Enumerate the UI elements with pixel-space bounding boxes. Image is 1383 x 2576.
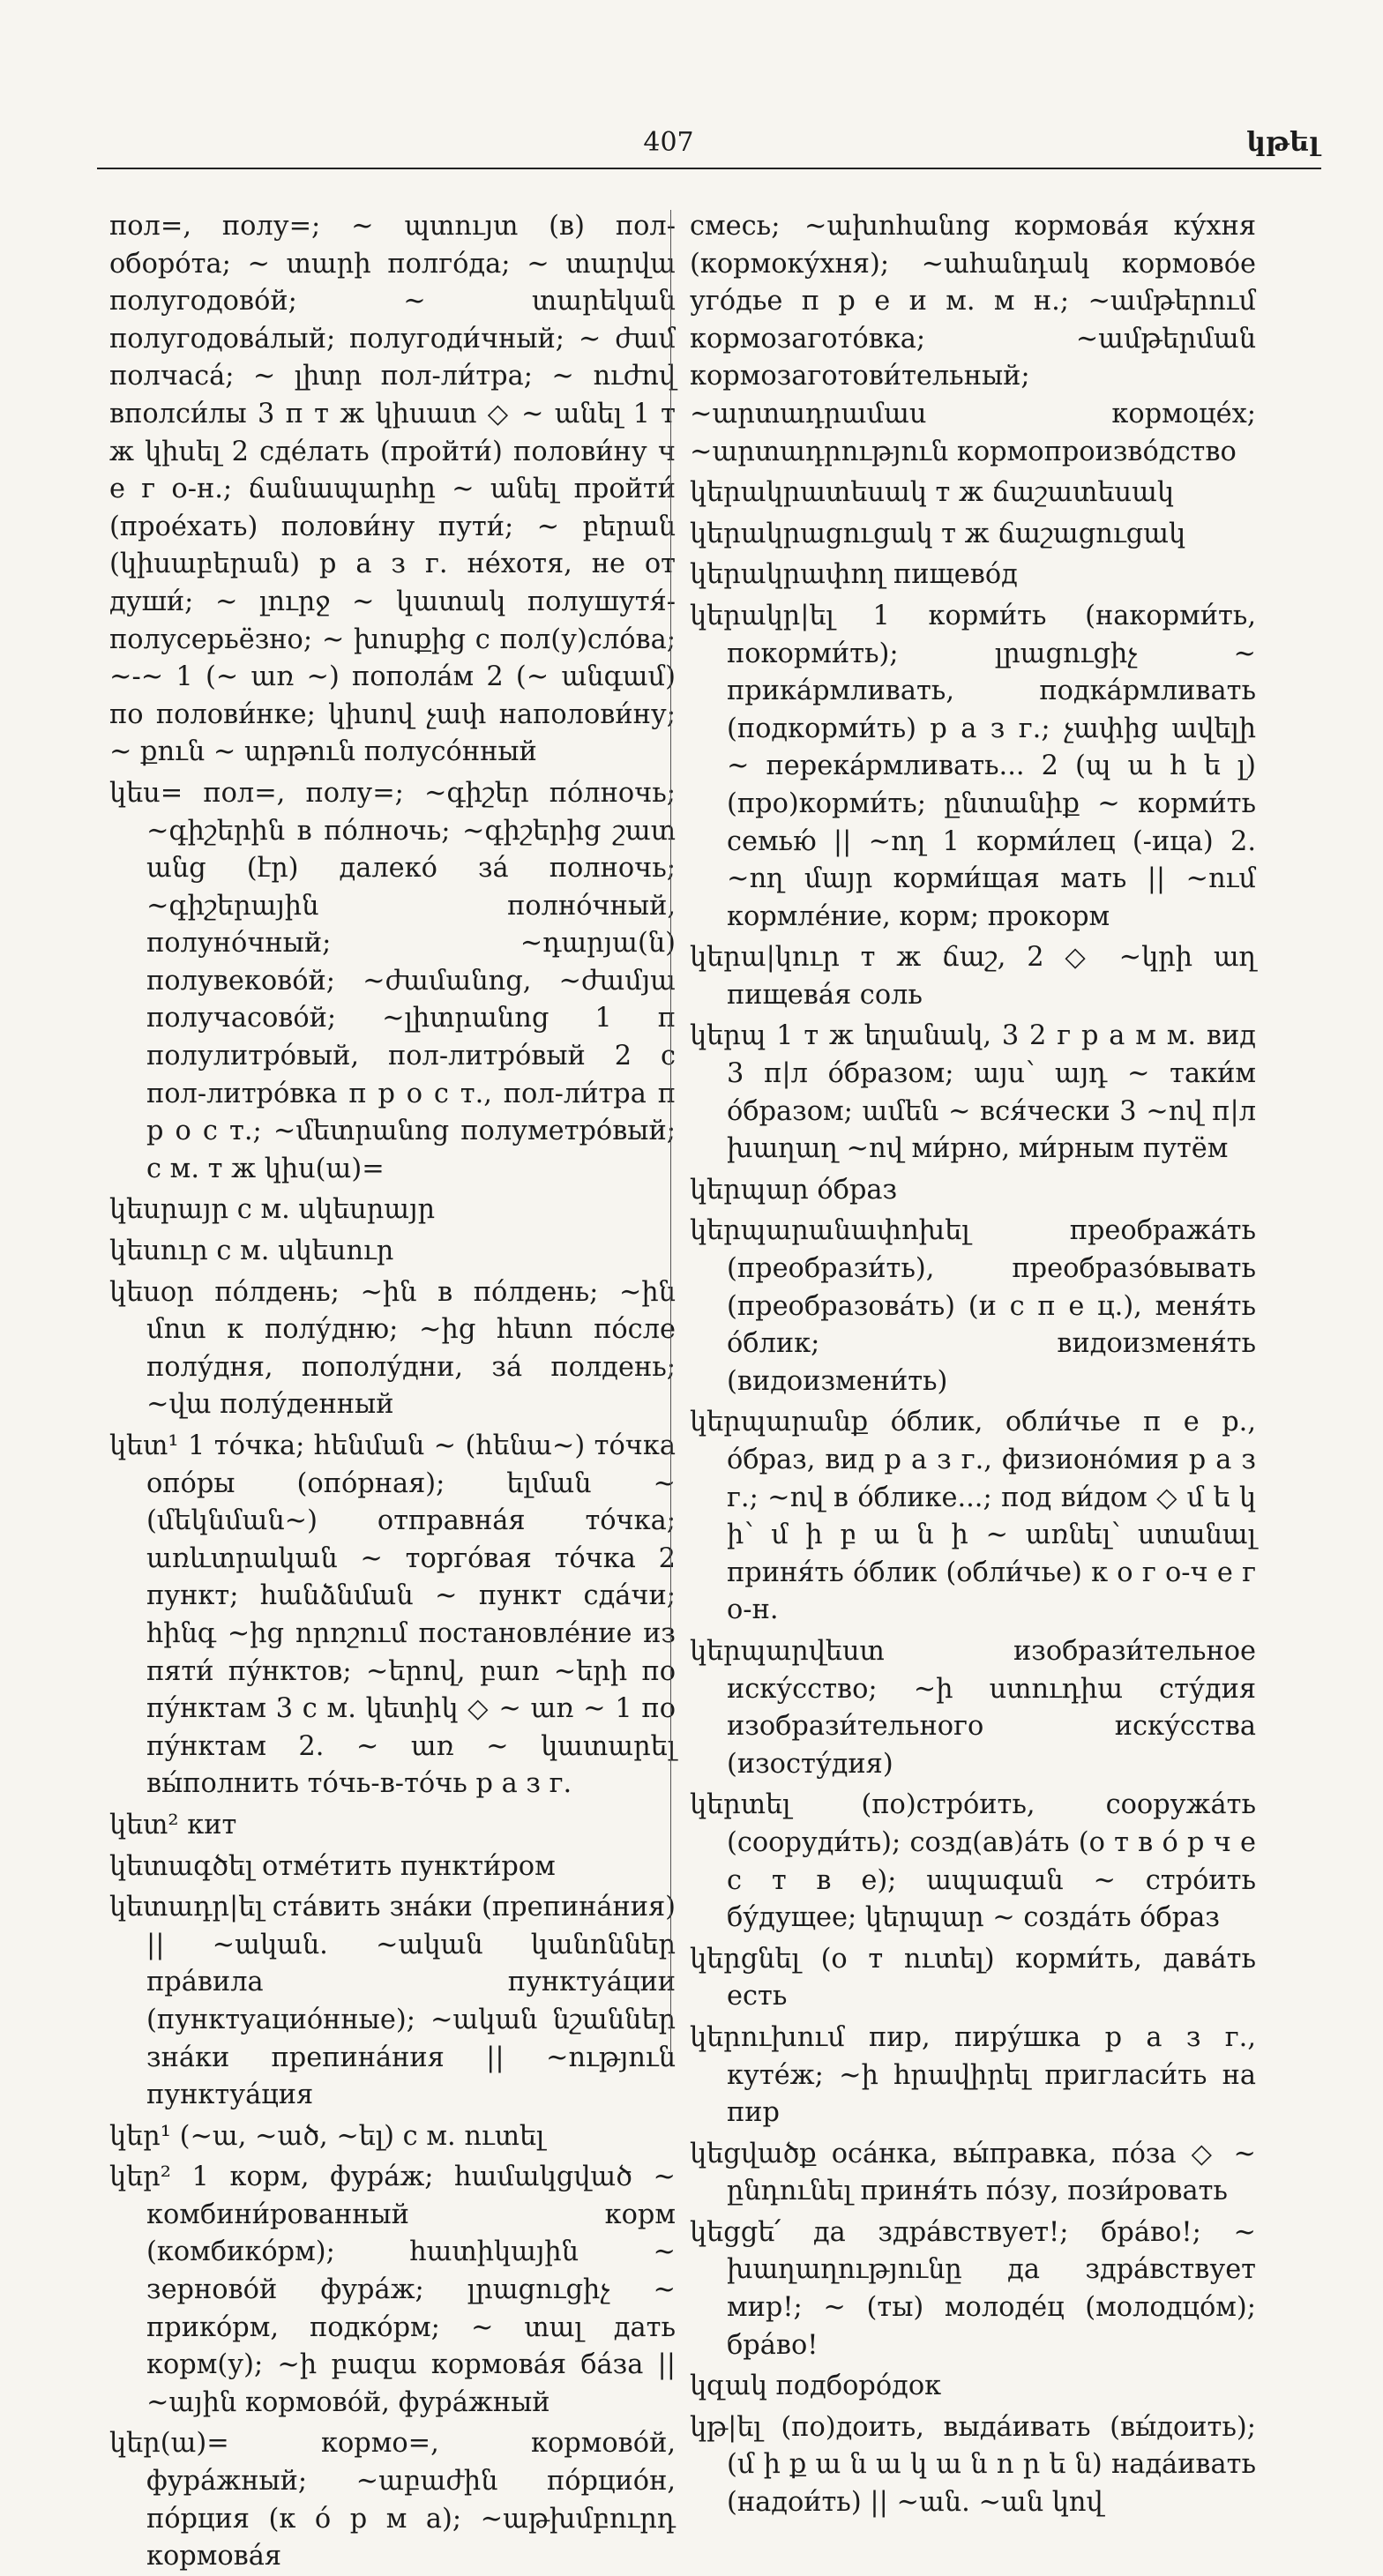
- dictionary-entry: կետադր|ել ста́вить зна́ки (препина́ния) || ~ական. ~ական կանոններ пра́вила пунктуа́ции (пунктуацио́нные); ~ական նշաններ зна́ки препина́ния || ~ություն пунктуа́ция: [109, 1892, 676, 2111]
- column-divider: [670, 210, 671, 2053]
- dictionary-entry: կերպարանք о́блик, обли́чье п е р., о́браз, вид р а з г., физионо́мия р а з г.; ~ով в о́блике...; под ви́дом ◇ մ ե կ ի՝ մ ի բ ա ն ի ~ առնել՝ ստանալ приня́ть о́блик (обли́чье) к о г о-ч е г о-н.: [690, 1407, 1256, 1626]
- dictionary-entry: կեսրայր с м. սկեսրայր: [109, 1194, 436, 1226]
- dictionary-entry: կետ¹ 1 то́чка; հենման ~ (հենա~) то́чка опо́ры (опо́рная); ելման ~ (մեկնման~) отправна́я то́чка; առևտրական ~ торго́вая то́чка 2 пункт; հանձնման ~ пункт сда́чи; հինգ ~ից որոշում постановле́ние из пяти́ пу́нктов; ~երով, բառ ~երի по пу́нктам 3 с м. կետիկ ◇ ~ առ ~ 1 по пу́нктам 2. ~ առ ~ կատարել вы́полнить то́чь-в-то́чь р а з г.: [109, 1430, 676, 1800]
- dictionary-entry: կերպարանափոխել преобража́ть (преобрази́ть), преобразо́вывать (преобразова́ть) (и с п е ц.), меня́ть о́блик; видоизменя́ть (видоизмени́ть): [690, 1215, 1256, 1397]
- dictionary-entry: пол=, полу=; ~ պտույտ (в) пол-оборо́та; ~ տարի полго́да; ~ տարվա полугодово́й; ~ տարեկան полугодова́лый; полугоди́чный; ~ ժամ полчаса́; ~ լիտր пол-ли́тра; ~ ուժով вполси́лы 3 п т ж կիսատ ◇ ~ անել 1 т ж կիսել 2 сде́лать (пройти́) полови́ну ч е г о-н.; ճանապարհը ~ անել пройти́ (прое́хать) полови́ну пути́; ~ բերան (կիսաբերան) р а з г. не́хотя, не от души́; ~ լուրջ ~ կատակ полушутя́-полусерьёзно; ~ խոսքից с пол(у)сло́ва; ~-~ 1 (~ առ ~) попола́м 2 (~ անգամ) по полови́нке; կիսով չափ наполови́ну; ~ քուն ~ արթուն полусо́нный: [109, 211, 676, 768]
- page-number: 407: [643, 127, 694, 158]
- dictionary-entry: կերակրափող пищево́д: [690, 559, 1018, 591]
- dictionary-entry: կերպարվեստ изобрази́тельное иску́сство; ~ի ստուդիա сту́дия изобрази́тельного иску́сства (изосту́дия): [690, 1635, 1256, 1780]
- dictionary-entry: կեցվածք оса́нка, вы́правка, по́за ◇ ~ ընդունել приня́ть по́зу, пози́ровать: [690, 2138, 1256, 2207]
- dictionary-entry: կեր¹ (~ա, ~ած, ~ել) с м. ուտել: [109, 2120, 545, 2152]
- dictionary-entry: կեցցե՛ да здра́вствует!; бра́во!; ~ խաղաղությունը да здра́вствует мир!; ~ (ты) молоде́ц (молодцо́м); бра́во!: [690, 2216, 1256, 2361]
- dictionary-entry: կերա|կուր т ж ճաշ, 2 ◇ ~կրի աղ пищева́я соль: [690, 942, 1256, 1011]
- dictionary-entry: կերպար о́браз: [690, 1174, 898, 1206]
- dictionary-entry: կթ|ել (по)доить, выда́ивать (вы́доить); (մ ի ք ա ն ա կ ա ն ո ր ե ն) нада́ивать (надои́ть) || ~ան. ~ան կով: [690, 2411, 1256, 2519]
- dictionary-entry: կերակրացուցակ т ж ճաշացուցակ: [690, 518, 1186, 549]
- dictionary-entry: смесь; ~ախոհանոց кормова́я ку́хня (кормоку́хня); ~ահանդակ кормово́е уго́дье п р е и м. м н.; ~ամթերում кормозагото́вка; ~ամթերման кормозаготови́тельный; ~արտադրամաս кормоце́х; ~արտադրություն кормопроизво́дство: [690, 211, 1256, 467]
- dictionary-entry: կերուխում пир, пиру́шка р а з г., куте́ж; ~ի հրավիրել пригласи́ть на пир: [690, 2021, 1256, 2129]
- dictionary-entry: կերպ 1 т ж եղանակ, 3 2 г р а м м. вид 3 п|л о́бразом; այս՝ այդ ~ таки́м о́бразом; ամեն ~ вся́чески 3 ~ով п|л խաղաղ ~ով ми́рно, ми́рным путём: [690, 1020, 1256, 1165]
- dictionary-entry: կերտել (по)стро́ить, сооружа́ть (сооруди́ть); созд(ав)а́ть (о т в о́ р ч е с т в е); ապագան ~ стро́ить бу́дущее; կերպար ~ созда́ть о́браз: [690, 1789, 1256, 1934]
- dictionary-entry: կետագծել отме́тить пункти́ром: [109, 1850, 556, 1882]
- running-head: կթել: [1246, 127, 1319, 158]
- dictionary-entry: կերակրատեսակ т ж ճաշատեսակ: [690, 477, 1175, 509]
- dictionary-entry: կերցնել (о т ուտել) корми́ть, дава́ть есть: [690, 1943, 1256, 2012]
- dictionary-entry: կեր(ա)= кормо=, кормово́й, фура́жный; ~աբաժին по́рцио́н, по́рция (к о́ р м а); ~աթխմբուրդ кормова́я: [109, 2428, 676, 2572]
- right-column: [690, 208, 1256, 2519]
- dictionary-entry: կեսօր по́лдень; ~ին в по́лдень; ~ին մոտ к полу́дню; ~ից հետո по́сле полу́дня, пополу́дни, за́ полдень; ~վա полу́денный: [109, 1276, 676, 1421]
- dictionary-entry: կերակր|ել 1 корми́ть (накорми́ть, покорми́ть); լրացուցիչ ~ прика́рмливать, подка́рмливать (подкорми́ть) р а з г.; չափից ավելի ~ перека́рмливать... 2 (պ ա հ ե լ) (про)корми́ть; ընտանիք ~ корми́ть семью́ || ~ող 1 корми́лец (-ица) 2. ~ող մայր корми́щая мать || ~ում кормле́ние, корм; прокорм: [690, 600, 1256, 932]
- left-column: [109, 208, 676, 2572]
- dictionary-entry: կետ² кит: [109, 1809, 237, 1841]
- dictionary-entry: կեր² 1 корм, фура́ж; համակցված ~ комбини́рованный корм (комбико́рм); հատիկային ~ зерново́й фура́ж; լրացուցիչ ~ прико́рм, подко́рм; ~ տալ дать корм(у); ~ի բազա кормова́я ба́за || ~ային кормово́й, фура́жный: [109, 2162, 676, 2418]
- dictionary-entry: կես= пол=, полу=; ~գիշեր по́лночь; ~գիշերին в по́лночь; ~գիշերից շատ անց (էր) далеко́ за́ полночь; ~գիշերային полно́чный, полуно́чный; ~դարյա(ն) полувеково́й; ~ժամանոց, ~ժամյա получасово́й; ~լիտրանոց 1 п полулитро́вый, пол-литро́вый 2 с пол-литро́вка п р о с т., пол-ли́тра п р о с т.; ~մետրանոց полуметро́вый; с м. т ж կիս(ա)=: [109, 777, 676, 1184]
- dictionary-entry: կեսուր с м. սկեսուր: [109, 1236, 394, 1267]
- header-rule: [97, 168, 1321, 169]
- dictionary-entry: կզակ подборо́док: [690, 2371, 942, 2402]
